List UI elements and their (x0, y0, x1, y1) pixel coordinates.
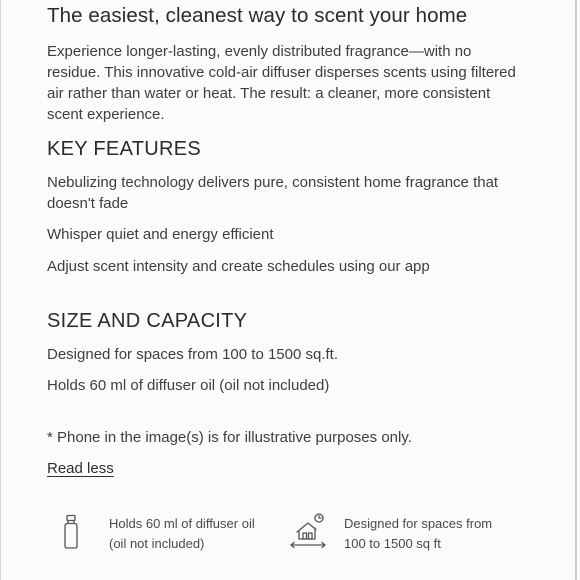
room-size-icon (286, 512, 332, 553)
feature-item: Nebulizing technology delivers pure, consistent home fragrance that doesn't fade (47, 174, 499, 212)
read-less-link[interactable]: Read less (47, 460, 114, 477)
spec-oil-text (109, 514, 255, 554)
description-intro: Experience longer-lasting, evenly distributed fragrance—with no residue. This innovative cold-air diffuser disperses scents using filtered air rather than water or heat. The result: a cleaner, more consistent scent experience. (47, 43, 516, 123)
oil-bottle-icon (61, 514, 81, 555)
feature-item: Whisper quiet and energy efficient (47, 226, 274, 243)
capacity-item: Holds 60 ml of diffuser oil (oil not included) (47, 377, 330, 394)
spec-room-size-line1: Designed for spaces from (344, 516, 493, 531)
phone-disclaimer: * Phone in the image(s) is for illustrative purposes only. (47, 429, 412, 446)
size-capacity-heading: SIZE AND CAPACITY (47, 310, 248, 332)
feature-item: Adjust scent intensity and create schedules using our app (47, 258, 430, 275)
key-features-heading: KEY FEATURES (47, 138, 202, 160)
spec-oil-line2: (oil not included) (109, 536, 205, 551)
size-item: Designed for spaces from 100 to 1500 sq.ft. (47, 346, 338, 363)
spec-room-size-text (344, 514, 492, 554)
description-title: The easiest, cleanest way to scent your home (47, 4, 468, 27)
spec-room-size-line2: 100 to 1500 sq ft (344, 536, 441, 551)
spec-oil-line1: Holds 60 ml of diffuser oil (109, 516, 255, 531)
